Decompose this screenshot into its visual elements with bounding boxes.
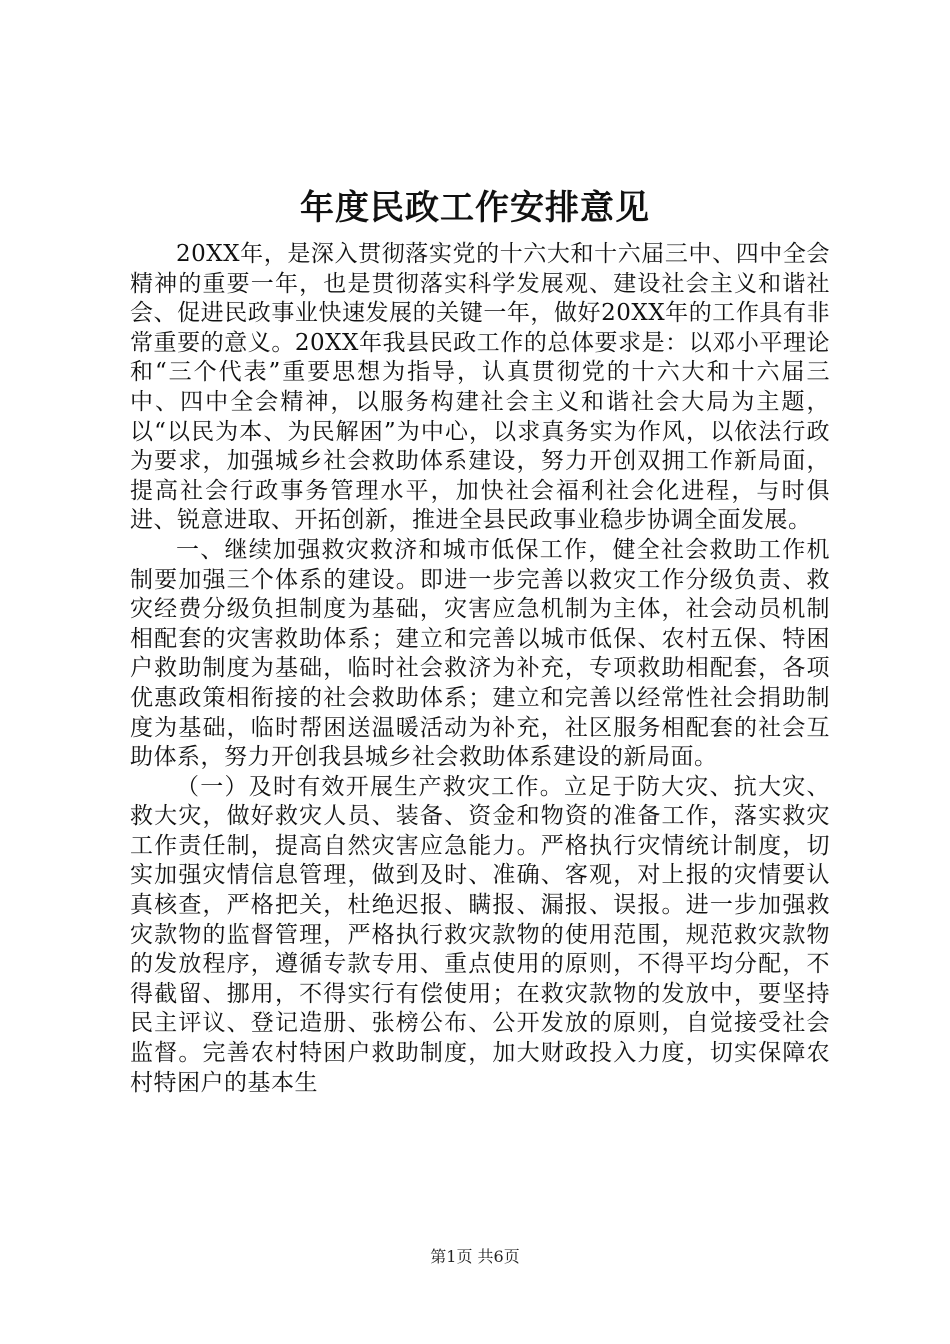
body-paragraph: （一）及时有效开展生产救灾工作。立足于防大灾、抗大灾、救大灾，做好救灾人员、装备、资金和物资的准备工作，落实救灾工作责任制，提高自然灾害应急能力。严格执行灾情统计制度，切实加强灾情信息管理，做到及时、准确、客观，对上报的灾情要认真核查，严格把关，杜绝迟报、瞒报、漏报、误报。进一步加强救灾款物的监督管理，严格执行救灾款物的使用范围，规范救灾款物的发放程序，遵循专款专用、重点使用的原则，不得平均分配，不得截留、挪用，不得实行有偿使用；在救灾款物的发放中，要坚持民主评议、登记造册、张榜公布、公开发放的原则，自觉接受社会监督。完善农村特困户救助制度，加大财政投入力度，切实保障农村特困户的基本生 bbox=[130, 773, 830, 1096]
document-title: 年度民政工作安排意见 bbox=[300, 188, 650, 228]
page-number-footer: 第1页 共6页 bbox=[430, 1247, 520, 1266]
document-body bbox=[130, 240, 830, 1098]
body-paragraph: 一、继续加强救灾救济和城市低保工作，健全社会救助工作机制要加强三个体系的建设。即进一步完善以救灾工作分级负责、救灾经费分级负担制度为基础，灾害应急机制为主体，社会动员机制相配套的灾害救助体系；建立和完善以城市低保、农村五保、特困户救助制度为基础，临时社会救济为补充，专项救助相配套，各项优惠政策相衔接的社会救助体系；建立和完善以经常性社会捐助制度为基础，临时帮困送温暖活动为补充，社区服务相配套的社会互助体系，努力开创我县城乡社会救助体系建设的新局面。 bbox=[130, 536, 830, 771]
body-paragraph: 20XX年，是深入贯彻落实党的十六大和十六届三中、四中全会精神的重要一年，也是贯彻落实科学发展观、建设社会主义和谐社会、促进民政事业快速发展的关键一年，做好20XX年的工作具有非常重要的意义。20XX年我县民政工作的总体要求是：以邓小平理论和“三个代表”重要思想为指导，认真贯彻党的十六大和十六届三中、四中全会精神，以服务构建社会主义和谐社会大局为主题，以“以民为本、为民解困”为中心，以求真务实为作风，以依法行政为要求，加强城乡社会救助体系建设，努力开创双拥工作新局面，提高社会行政事务管理水平，加快社会福利社会化进程，与时俱进、锐意进取、开拓创新，推进全县民政事业稳步协调全面发展。 bbox=[130, 241, 830, 534]
